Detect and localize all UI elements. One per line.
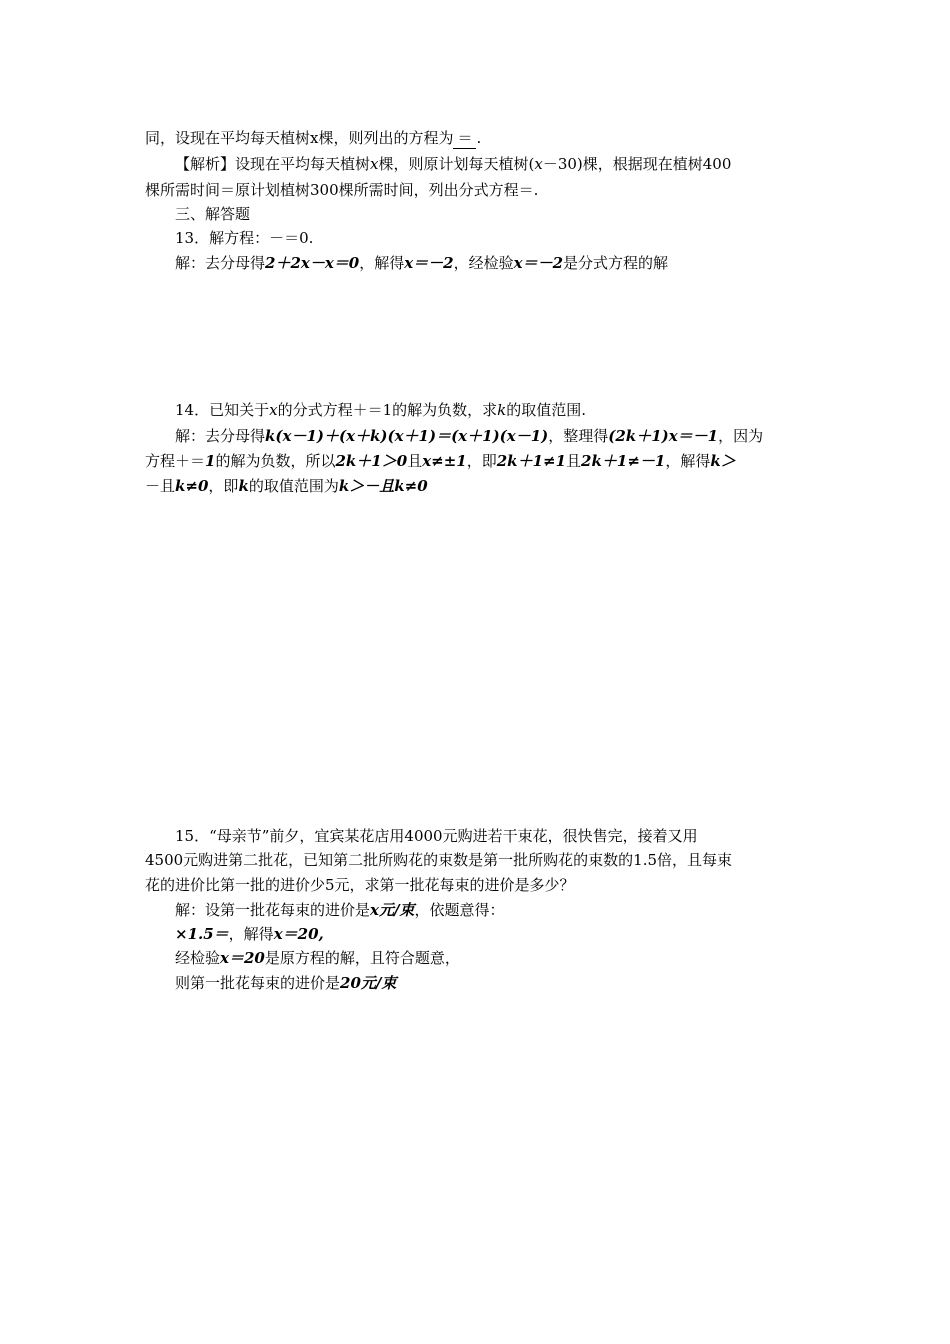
var-x: x — [269, 401, 278, 419]
q12-period: . — [476, 129, 482, 147]
section-heading — [175, 204, 250, 224]
math-expr: k — [238, 477, 249, 495]
solution-text: 的取值范围为 — [248, 477, 339, 495]
q12-line1 — [145, 128, 481, 149]
analysis-tag: 【解析】 — [175, 155, 236, 173]
solution-text: 方程＋＝ — [145, 452, 206, 470]
solution-text: 则第一批花每束的进价是 — [175, 974, 341, 992]
math-expr: (2k＋1)x＝－1 — [608, 427, 719, 445]
analysis-text: －30)棵，根据现在植树400 — [542, 155, 732, 173]
solution-text: 解：设第一批花每束的进价是 — [175, 901, 371, 919]
math-expr: x＝－2 — [404, 254, 454, 272]
math-expr: k＞－且k≠0 — [338, 477, 428, 495]
analysis-text: 棵，则原计划每天植树( — [378, 155, 535, 173]
math-expr: 2k＋1≠－1 — [581, 452, 666, 470]
solution-text: 经检验 — [175, 949, 221, 967]
q14-question — [175, 400, 586, 420]
math-expr: x＝－2 — [513, 254, 564, 272]
question-text: 4500元购进第二批花，已知第二批所购花的束数是第一批所购花的束数的1.5倍，且每束 — [145, 851, 733, 869]
question-text: 13．解方程：－＝0. — [175, 229, 314, 247]
var-k: k — [497, 401, 507, 419]
solution-text: 解：去分母得 — [175, 427, 266, 445]
math-expr: , — [318, 925, 324, 943]
math-expr: 2＋2x－x＝0 — [265, 254, 360, 272]
solution-text: ，整理得 — [548, 427, 609, 445]
solution-text: ，依题意得： — [414, 901, 505, 919]
question-text: 花的进价比第一批的进价少5元，求第一批花每束的进价是多少？ — [145, 876, 575, 894]
question-text: 15．“母亲节”前夕，宜宾某花店用4000元购进若干束花，很快售完，接着又用 — [175, 827, 698, 845]
math-expr: x＝20 — [220, 949, 265, 967]
section-title: 三、解答题 — [175, 205, 251, 223]
solution-text: 是原方程的解，且符合题意， — [264, 949, 460, 967]
solution-text: 且 — [407, 452, 423, 470]
q14-solution-line1 — [175, 426, 763, 446]
solution-text: 是分式方程的解 — [563, 254, 669, 272]
math-expr: 20元/束 — [340, 974, 397, 992]
q13-solution — [175, 253, 668, 273]
math-expr: 1 — [205, 452, 216, 470]
q15-solution-line2 — [175, 924, 324, 944]
math-expr: x＝20 — [273, 925, 319, 943]
math-expr: ×1.5＝ — [175, 925, 229, 943]
solution-text: ，即 — [208, 477, 239, 495]
q15-question-line2 — [145, 850, 732, 870]
solution-text: ，解得 — [665, 452, 711, 470]
var-x: x — [534, 155, 543, 173]
q15-solution-line4 — [175, 973, 396, 993]
solution-text: 解：去分母得 — [175, 254, 266, 272]
analysis-text: 棵所需时间＝原计划植树300棵所需时间，列出分式方程＝. — [145, 181, 539, 199]
math-expr: k＞ — [710, 452, 736, 470]
q13-question — [175, 228, 313, 248]
q15-question-line1 — [175, 826, 698, 846]
math-expr: k(x－1)＋(x＋k)(x＋1)＝(x＋1)(x－1) — [265, 427, 549, 445]
question-text: 的取值范围. — [506, 401, 586, 419]
solution-text: ，经检验 — [453, 254, 514, 272]
math-expr: 2k＋1＞0 — [335, 452, 408, 470]
math-expr: x元/束 — [370, 901, 415, 919]
solution-text: ，解得 — [228, 925, 274, 943]
q15-solution-line1 — [175, 900, 504, 920]
q12-text: 同，设现在平均每天植树x棵，则列出的方程为 — [145, 129, 454, 147]
solution-text: 且 — [566, 452, 582, 470]
question-text: 14．已知关于 — [175, 401, 270, 419]
q14-solution-line3 — [145, 476, 428, 496]
q12-analysis-line1 — [175, 154, 731, 174]
solution-text: 的解为负数，所以 — [215, 452, 336, 470]
q12-analysis-line2 — [145, 180, 538, 200]
question-text: 的分式方程＋＝1的解为负数，求 — [277, 401, 498, 419]
q12-answer-blank: ＝ — [453, 128, 476, 149]
solution-text: －且 — [145, 477, 176, 495]
math-expr: k≠0 — [175, 477, 209, 495]
solution-text: ，解得 — [359, 254, 405, 272]
solution-text: ，因为 — [718, 427, 764, 445]
var-x: x — [370, 155, 379, 173]
analysis-text: 设现在平均每天植树 — [235, 155, 371, 173]
q14-solution-line2 — [145, 451, 736, 471]
q15-question-line3 — [145, 875, 575, 895]
solution-text: ，即 — [466, 452, 497, 470]
q15-solution-line3 — [175, 948, 460, 968]
math-expr: 2k＋1≠1 — [496, 452, 567, 470]
math-expr: x≠±1 — [422, 452, 467, 470]
